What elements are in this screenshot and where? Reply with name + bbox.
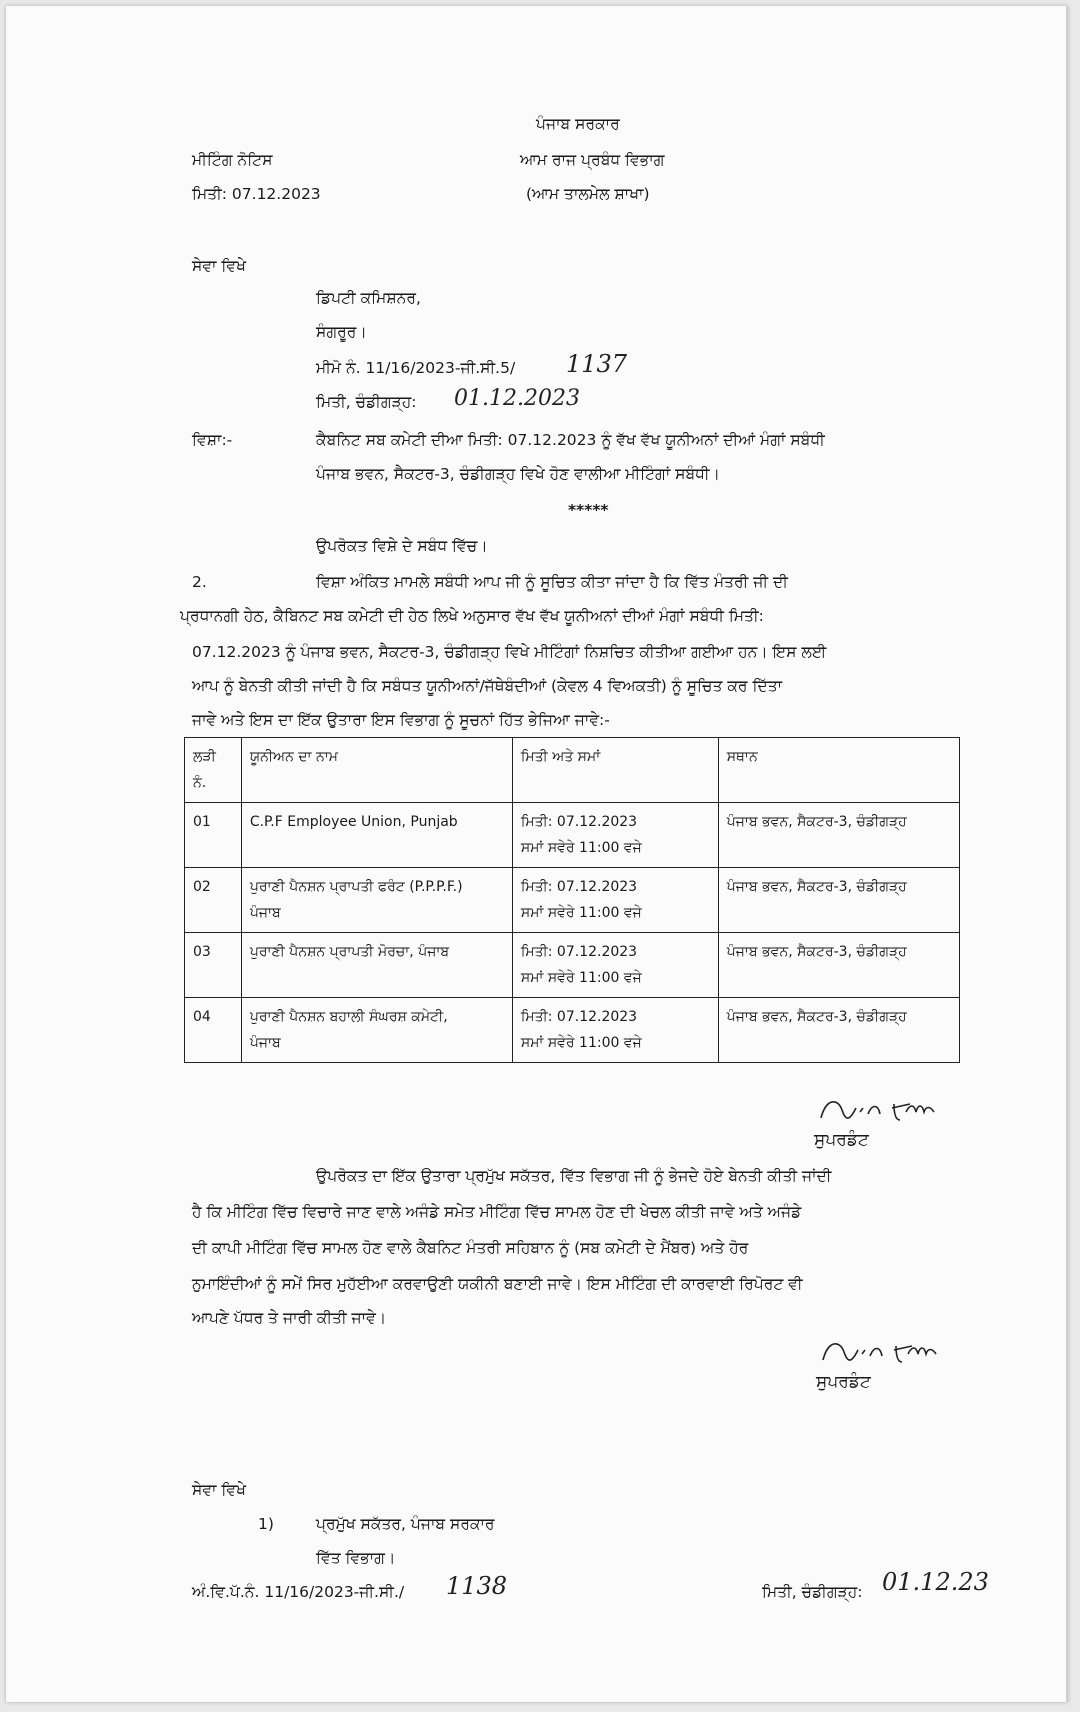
superintendent-title-1: ਸੁਪਰਡੰਟ — [814, 1130, 869, 1150]
signature-scribble — [816, 1090, 946, 1130]
copy-line-4: ਨੁਮਾਇੰਦੀਆਂ ਨੂੰ ਸਮੇਂ ਸਿਰ ਮੁਹੱਈਆ ਕਰਵਾਉਣੀ ਯਕੀਨੀ ਬਣਾਈ ਜਾਵੇ। ਇਸ ਮੀਟਿੰਗ ਦੀ ਕਾਰਵਾਈ ਰਿਪੋਰਟ ਵੀ — [192, 1275, 803, 1293]
table-row — [185, 998, 960, 1063]
cell-datetime: ਮਿਤੀ: 07.12.2023 ਸਮਾਂ ਸਵੇਰੇ 11:00 ਵਜੇ — [512, 933, 718, 998]
para-line-5: ਜਾਵੇ ਅਤੇ ਇਸ ਦਾ ਇੱਕ ਉਤਾਰਾ ਇਸ ਵਿਭਾਗ ਨੂੰ ਸੂਚਨਾਂ ਹਿੱਤ ਭੇਜਿਆ ਜਾਵੇ:- — [192, 711, 610, 729]
recipient: ਡਿਪਟੀ ਕਮਿਸ਼ਨਰ, — [316, 289, 421, 307]
memo-number: ਮੀਮੋ ਨੰ. 11/16/2023-ਜੀ.ਸੀ.5/ — [316, 359, 516, 377]
cell-place: ਪੰਜਾਬ ਭਵਨ, ਸੈਕਟਰ-3, ਚੰਡੀਗੜ੍ਹ — [718, 998, 959, 1063]
copy-line-1: ਉਪਰੋਕਤ ਦਾ ਇੱਕ ਉਤਾਰਾ ਪ੍ਰਮੁੱਖ ਸਕੱਤਰ, ਵਿੱਤ ਵਿਭਾਗ ਜੀ ਨੂੰ ਭੇਜਦੇ ਹੋਏ ਬੇਨਤੀ ਕੀਤੀ ਜਾਂਦੀ — [316, 1167, 832, 1185]
cell-place: ਪੰਜਾਬ ਭਵਨ, ਸੈਕਟਰ-3, ਚੰਡੀਗੜ੍ਹ — [718, 868, 959, 933]
cell-union: C.P.F Employee Union, Punjab — [241, 803, 512, 868]
cell-sr: 03 — [185, 933, 242, 998]
para-line-4: ਆਪ ਨੂੰ ਬੇਨਤੀ ਕੀਤੀ ਜਾਂਦੀ ਹੈ ਕਿ ਸਬੰਧਤ ਯੂਨੀਅਨਾਂ/ਜੱਥੇਬੰਦੀਆਂ (ਕੇਵਲ 4 ਵਿਅਕਤੀ) ਨੂੰ ਸੂਚਿਤ ਕਰ ਦਿੱਤਾ — [192, 677, 783, 695]
col-header-union: ਯੂਨੀਅਨ ਦਾ ਨਾਮ — [241, 738, 512, 803]
cell-place: ਪੰਜਾਬ ਭਵਨ, ਸੈਕਟਰ-3, ਚੰਡੀਗੜ੍ਹ — [718, 803, 959, 868]
footer-reference-handwritten: 1138 — [446, 1572, 508, 1600]
footer-recipient-1: ਪ੍ਰਮੁੱਖ ਸਕੱਤਰ, ਪੰਜਾਬ ਸਰਕਾਰ — [316, 1515, 495, 1533]
memo-date-handwritten: 01.12.2023 — [454, 386, 580, 411]
para-line-1: ਵਿਸ਼ਾ ਅੰਕਿਤ ਮਾਮਲੇ ਸਬੰਧੀ ਆਪ ਜੀ ਨੂੰ ਸੂਚਿਤ ਕੀਤਾ ਜਾਂਦਾ ਹੈ ਕਿ ਵਿੱਤ ਮੰਤਰੀ ਜੀ ਦੀ — [316, 573, 788, 591]
cell-sr: 04 — [185, 998, 242, 1063]
cell-place: ਪੰਜਾਬ ਭਵਨ, ਸੈਕਟਰ-3, ਚੰਡੀਗੜ੍ਹ — [718, 933, 959, 998]
col-header-sr: ਲੜੀ ਨੰ. — [185, 738, 242, 803]
department-name: ਆਮ ਰਾਜ ਪ੍ਰਬੰਧ ਵਿਭਾਗ — [520, 151, 665, 169]
table-row — [185, 803, 960, 868]
cell-sr: 01 — [185, 803, 242, 868]
table-row — [185, 933, 960, 998]
para-line-2: ਪ੍ਰਧਾਨਗੀ ਹੇਠ, ਕੈਬਿਨਟ ਸਬ ਕਮੇਟੀ ਦੀ ਹੇਠ ਲਿਖੇ ਅਨੁਸਾਰ ਵੱਖ ਵੱਖ ਯੂਨੀਅਨਾਂ ਦੀਆਂ ਮੰਗਾਂ ਸਬੰਧੀ ਮਿਤੀ: — [180, 607, 764, 625]
cell-datetime: ਮਿਤੀ: 07.12.2023 ਸਮਾਂ ਸਵੇਰੇ 11:00 ਵਜੇ — [512, 803, 718, 868]
footer-reference: ਅੰ.ਵਿ.ਪੱ.ਨੰ. 11/16/2023-ਜੀ.ਸੀ./ — [192, 1583, 405, 1601]
cell-union: ਪੁਰਾਣੀ ਪੈਨਸ਼ਨ ਬਹਾਲੀ ਸੰਘਰਸ਼ ਕਮੇਟੀ, ਪੰਜਾਬ — [241, 998, 512, 1063]
subject-label: ਵਿਸ਼ਾ:- — [192, 431, 233, 449]
seva-vikhe: ਸੇਵਾ ਵਿਖੇ — [192, 257, 246, 275]
cell-union: ਪੁਰਾਣੀ ਪੈਨਸ਼ਨ ਪ੍ਰਾਪਤੀ ਫਰੰਟ (P.P.P.F.) ਪੰਜਾਬ — [241, 868, 512, 933]
para-line-3: 07.12.2023 ਨੂੰ ਪੰਜਾਬ ਭਵਨ, ਸੈਕਟਰ-3, ਚੰਡੀਗੜ੍ਹ ਵਿਖੇ ਮੀਟਿੰਗਾਂ ਨਿਸ਼ਚਿਤ ਕੀਤੀਆ ਗਈਆ ਹਨ। ਇਸ ਲਈ — [192, 643, 827, 661]
memo-date-label: ਮਿਤੀ, ਚੰਡੀਗੜ੍ਹ: — [316, 393, 417, 411]
meeting-table — [184, 737, 960, 1063]
table-row — [185, 868, 960, 933]
subject-line-2: ਪੰਜਾਬ ਭਵਨ, ਸੈਕਟਰ-3, ਚੰਡੀਗੜ੍ਹ ਵਿਖੇ ਹੋਣ ਵਾਲੀਆ ਮੀਟਿੰਗਾਂ ਸਬੰਧੀ। — [316, 465, 721, 483]
cell-datetime: ਮਿਤੀ: 07.12.2023 ਸਮਾਂ ਸਵੇਰੇ 11:00 ਵਜੇ — [512, 998, 718, 1063]
para-number: 2. — [192, 573, 207, 591]
document-page — [6, 6, 1068, 1702]
col-header-datetime: ਮਿਤੀ ਅਤੇ ਸਮਾਂ — [512, 738, 718, 803]
col-header-place: ਸਥਾਨ — [718, 738, 959, 803]
govt-name: ਪੰਜਾਬ ਸਰਕਾਰ — [536, 115, 620, 133]
subject-line-1: ਕੈਬਨਿਟ ਸਬ ਕਮੇਟੀ ਦੀਆ ਮਿਤੀ: 07.12.2023 ਨੂੰ ਵੱਖ ਵੱਖ ਯੂਨੀਅਨਾਂ ਦੀਆਂ ਮੰਗਾਂ ਸਬੰਧੀ — [316, 431, 825, 449]
recipient-place: ਸੰਗਰੂਰ। — [316, 323, 367, 341]
branch-name: (ਆਮ ਤਾਲਮੇਲ ਸ਼ਾਖਾ) — [526, 185, 650, 203]
footer-date-handwritten: 01.12.23 — [882, 1568, 989, 1596]
copy-line-5: ਆਪਣੇ ਪੱਧਰ ਤੇ ਜਾਰੀ ਕੀਤੀ ਜਾਵੇ। — [192, 1309, 387, 1327]
notice-date: ਮਿਤੀ: 07.12.2023 — [192, 185, 321, 203]
copy-line-3: ਦੀ ਕਾਪੀ ਮੀਟਿੰਗ ਵਿੱਚ ਸਾਮਲ ਹੋਣ ਵਾਲੇ ਕੈਬਨਿਟ ਮੰਤਰੀ ਸਹਿਬਾਨ ਨੂੰ (ਸਬ ਕਮੇਟੀ ਦੇ ਮੈਂਬਰ) ਅਤੇ ਹੋਰ — [192, 1239, 749, 1257]
separator-stars: ***** — [568, 501, 609, 519]
footer-recipient-2: ਵਿੱਤ ਵਿਭਾਗ। — [316, 1549, 396, 1567]
meeting-notice-label: ਮੀਟਿੰਗ ਨੋਟਿਸ — [192, 151, 273, 169]
copy-line-2: ਹੈ ਕਿ ਮੀਟਿੰਗ ਵਿੱਚ ਵਿਚਾਰੇ ਜਾਣ ਵਾਲੇ ਅਜੰਡੇ ਸਮੇਤ ਮੀਟਿੰਗ ਵਿੱਚ ਸਾਮਲ ਹੋਣ ਦੀ ਖੇਚਲ ਕੀਤੀ ਜਾਵੇ ਅਤੇ ਅਜੰਡੇ — [192, 1203, 802, 1221]
intro-line: ਉਪਰੋਕਤ ਵਿਸ਼ੇ ਦੇ ਸਬੰਧ ਵਿੱਚ। — [316, 537, 488, 555]
signature-scribble — [818, 1332, 948, 1372]
cell-datetime: ਮਿਤੀ: 07.12.2023 ਸਮਾਂ ਸਵੇਰੇ 11:00 ਵਜੇ — [512, 868, 718, 933]
memo-number-handwritten: 1137 — [566, 350, 628, 378]
footer-list-number: 1) — [258, 1515, 274, 1533]
superintendent-title-2: ਸੁਪਰਡੰਟ — [816, 1372, 871, 1392]
footer-seva-vikhe: ਸੇਵਾ ਵਿਖੇ — [192, 1481, 246, 1499]
footer-date-label: ਮਿਤੀ, ਚੰਡੀਗੜ੍ਹ: — [762, 1583, 863, 1601]
cell-sr: 02 — [185, 868, 242, 933]
cell-union: ਪੁਰਾਣੀ ਪੈਨਸ਼ਨ ਪ੍ਰਾਪਤੀ ਮੋਰਚਾ, ਪੰਜਾਬ — [241, 933, 512, 998]
table-header-row — [185, 738, 960, 803]
